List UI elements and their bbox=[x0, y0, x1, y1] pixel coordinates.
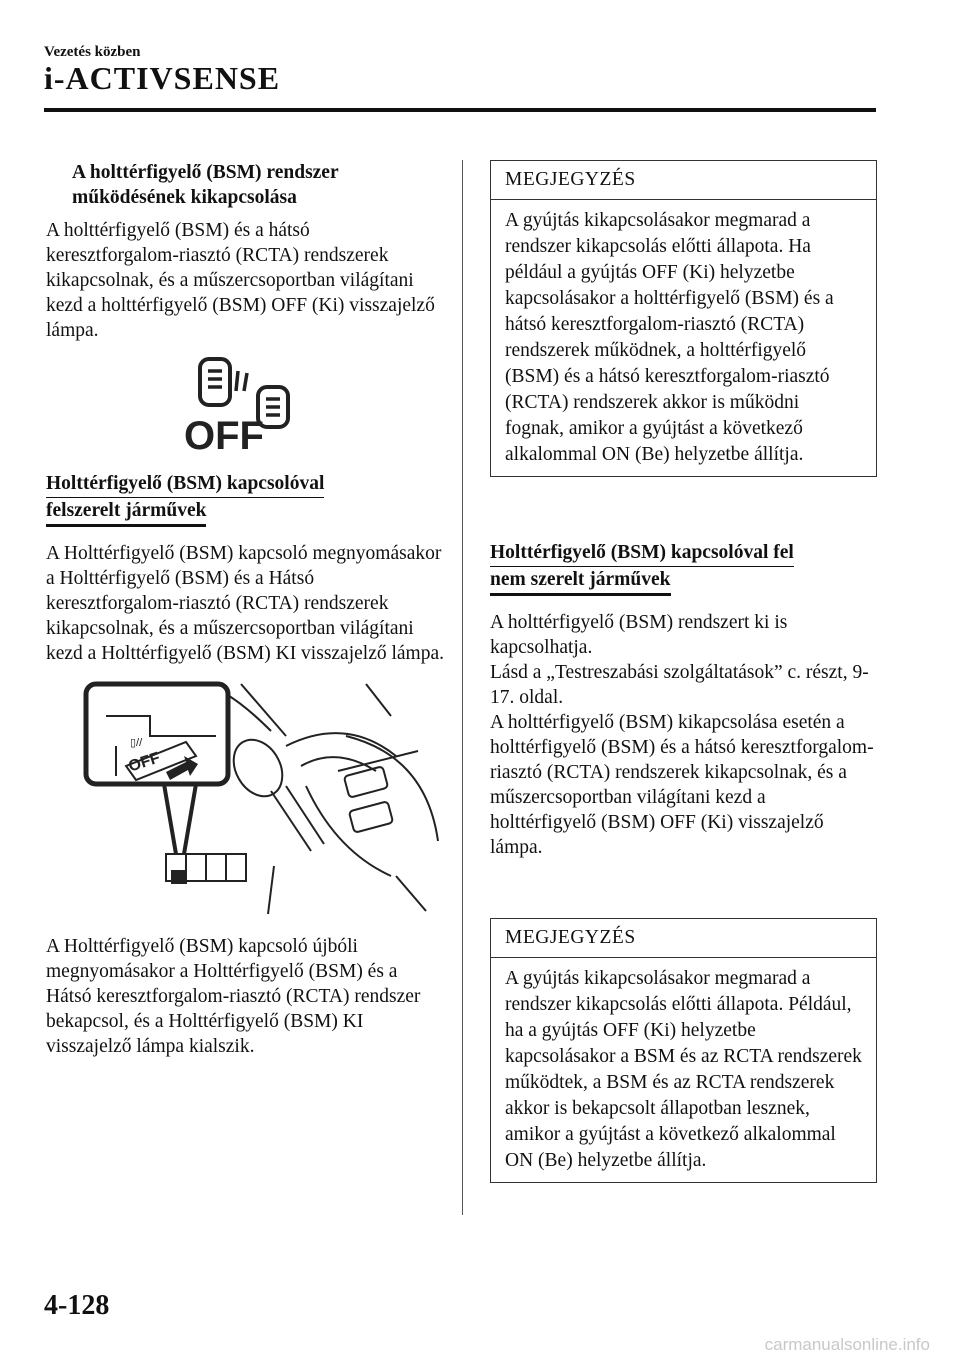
watermark: carmanualsonline.info bbox=[764, 1335, 930, 1354]
note-body: A gyújtás kikapcsolásakor megmarad a rendszer kikapcsolás előtti állapota. Például, ha a gyújtás OFF (Ki) helyzetbe kapcsolásakor a BSM és az RCTA rendszerek működtek, a BSM és az RCTA rendszerek akkor is bekapcsolt állapotban lesznek, amikor a gyújtást a következő alkalommal ON (Be) helyzetbe állítja. bbox=[505, 968, 862, 1171]
section-label: Vezetés közben bbox=[44, 44, 141, 60]
not-equipped-text: Lásd a „Testreszabási szolgáltatások” c. részt, 9-17. oldal. bbox=[490, 662, 869, 708]
subheading bbox=[46, 160, 446, 210]
intro-paragraph: A holttérfigyelő (BSM) és a hátsó keresztforgalom-riasztó (RCTA) rendszerek kikapcsolnak, és a műszercsoportban világítani kezd a holttérfigyelő (BSM) OFF (Ki) visszajelző lámpa. bbox=[46, 220, 435, 341]
left-column bbox=[46, 160, 446, 1059]
indicator-off-label: OFF bbox=[184, 414, 264, 453]
note-body: A gyújtás kikapcsolásakor megmarad a rendszer kikapcsolás előtti állapota. Ha például a gyújtás OFF (Ki) helyzetbe kapcsolásakor a holttérfigyelő (BSM) és a hátsó keresztforgalom-riasztó (RCTA) rendszerek működnek, a holttérfigyelő (BSM) és a hátsó keresztforgalom-riasztó (RCTA) rendszerek akkor is működni fognak, amikor a gyújtást a következő alkalommal ON (Be) helyzetbe állítja. bbox=[505, 210, 834, 465]
not-equipped-text: A holttérfigyelő (BSM) kikapcsolása esetén a holttérfigyelő (BSM) és a hátsó keresztforgalom-riasztó (RCTA) rendszerek kikapcsolnak, és a műszercsoportban világítani kezd a holttérfigyelő (BSM) OFF (Ki) visszajelző lámpa. bbox=[490, 712, 874, 858]
reactivate-paragraph: A Holttérfigyelő (BSM) kapcsoló újbóli megnyomásakor a Holttérfigyelő (BSM) és a Hátsó keresztforgalom-riasztó (RCTA) rendszer bekapcsol, és a Holttérfigyelő (BSM) KI visszajelző lámpa kialszik. bbox=[46, 936, 421, 1057]
page-title: i-ACTIVSENSE bbox=[44, 60, 281, 96]
equipped-paragraph: A Holttérfigyelő (BSM) kapcsoló megnyomásakor a Holttérfigyelő (BSM) és a Hátsó keresztforgalom-riasztó (RCTA) rendszerek kikapcsolnak, és a műszercsoportban világítani kezd a Holttérfigyelő (BSM) KI visszajelző lámpa. bbox=[46, 543, 445, 664]
not-equipped-text: A holttérfigyelő (BSM) rendszert ki is kapcsolhatja. bbox=[490, 612, 788, 658]
note-box bbox=[490, 918, 877, 1183]
subheading-line: A holttérfigyelő (BSM) rendszer bbox=[72, 162, 339, 183]
title-rule bbox=[44, 108, 876, 112]
switch-off-label: OFF bbox=[126, 749, 163, 776]
page-number: 4-128 bbox=[44, 1290, 110, 1321]
subheading-line: működésének kikapcsolása bbox=[72, 187, 297, 208]
equipped-heading-line: Holttérfigyelő (BSM) kapcsolóval bbox=[46, 471, 324, 498]
right-column bbox=[490, 540, 876, 860]
column-divider bbox=[462, 160, 463, 1215]
not-equipped-heading bbox=[490, 540, 794, 596]
not-equipped-heading-line: Holttérfigyelő (BSM) kapcsolóval fel bbox=[490, 540, 794, 567]
note-title: MEGJEGYZÉS bbox=[491, 919, 876, 958]
note-title: MEGJEGYZÉS bbox=[491, 161, 876, 200]
bsm-off-indicator-icon bbox=[46, 357, 446, 453]
svg-text:▯//: ▯// bbox=[130, 737, 143, 749]
note-box bbox=[490, 160, 877, 477]
not-equipped-heading-line: nem szerelt járművek bbox=[490, 567, 671, 596]
equipped-heading bbox=[46, 471, 324, 527]
equipped-heading-line: felszerelt járművek bbox=[46, 498, 206, 527]
bsm-switch-illustration bbox=[46, 676, 446, 916]
